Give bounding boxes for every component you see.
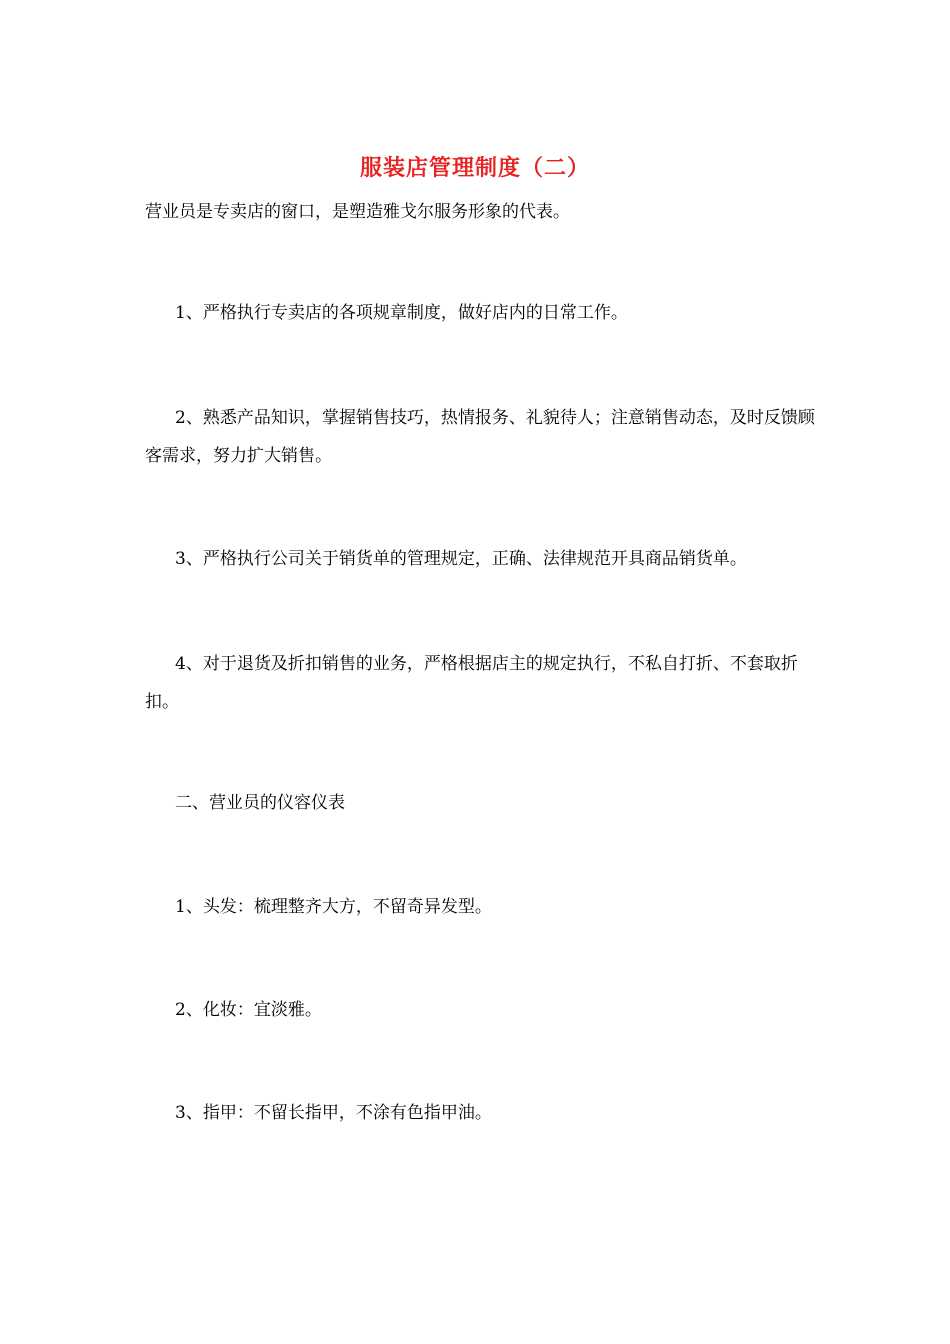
paragraph-makeup: 2、化妆：宜淡雅。	[175, 1000, 322, 1020]
document-title: 服装店管理制度（二）	[359, 155, 590, 181]
paragraph-hair: 1、头发：梳理整齐大方，不留奇异发型。	[175, 897, 492, 917]
paragraph-1: 1、严格执行专卖店的各项规章制度，做好店内的日常工作。	[175, 303, 628, 323]
paragraph-2: 2、熟悉产品知识，掌握销售技巧，热情报务、礼貌待人；注意销售动态，及时反馈顾客需求，努力扩大销售。	[145, 408, 815, 466]
section-heading: 二、营业员的仪容仪表	[175, 793, 345, 813]
paragraph-nails: 3、指甲：不留长指甲，不涂有色指甲油。	[175, 1103, 492, 1123]
paragraph-4: 4、对于退货及折扣销售的业务，严格根据店主的规定执行，不私自打折、不套取折扣。	[145, 654, 798, 712]
paragraph-3: 3、严格执行公司关于销货单的管理规定，正确、法律规范开具商品销货单。	[175, 549, 747, 569]
intro-paragraph: 营业员是专卖店的窗口，是塑造雅戈尔服务形象的代表。	[145, 202, 570, 222]
